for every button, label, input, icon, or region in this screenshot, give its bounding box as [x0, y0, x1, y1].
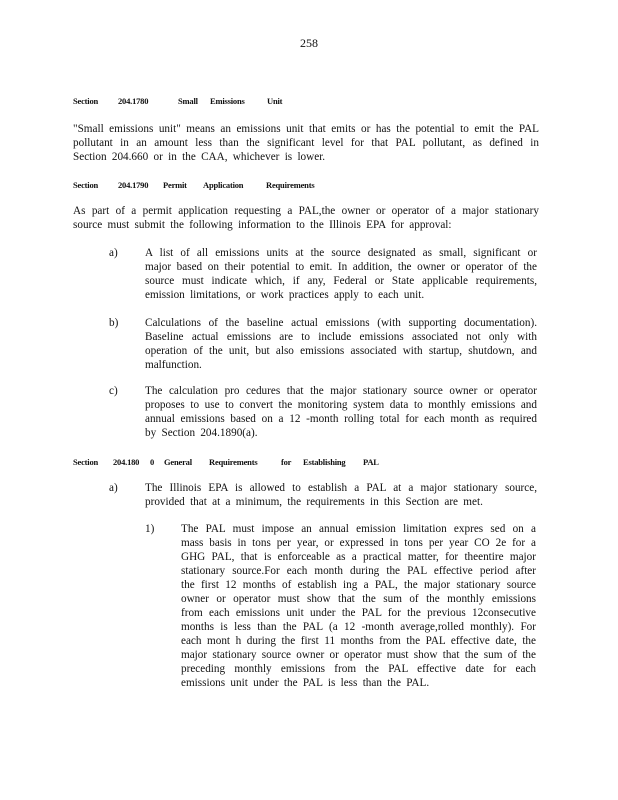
- list-item: The calculation pro cedures that the major stationary source owner or operator proposes to use to convert the monitoring system data to monthly emissions and annual emissions based on a 12 -month rolling total for each month as required by Section 204.1890(a).: [145, 385, 537, 439]
- item-label: c): [109, 385, 118, 397]
- section-heading-1780: [73, 96, 553, 106]
- section-word: Section: [73, 96, 99, 106]
- section-body: As part of a permit application requesting a PAL,the owner or operator of a major stationary source must submit the following information to the Illinois EPA for approval:: [73, 205, 539, 231]
- section-word: Section: [73, 180, 99, 190]
- section-code: 204.180: [113, 457, 140, 467]
- section-heading-1790: [73, 180, 553, 190]
- page-number: 258: [300, 36, 318, 50]
- section-body: "Small emissions unit" means an emissions unit that emits or has the potential to emit the PAL pollutant in an amount less than the significant level for that PAL pollutant, as defined in Section 204.660 or in the CAA, whichever is lower.: [73, 123, 539, 163]
- subitem-label: 1): [145, 523, 155, 535]
- heading-word: Application: [203, 180, 244, 190]
- section-code: 204.1780: [118, 96, 149, 106]
- list-item: The Illinois EPA is allowed to establish a PAL at a major stationary source, provided that at a minimum, the requirements in this Section are met.: [145, 482, 537, 508]
- section-code-suffix: 0: [150, 457, 155, 467]
- item-label: b): [109, 317, 119, 329]
- heading-word: General: [164, 457, 192, 467]
- item-label: a): [109, 247, 118, 259]
- heading-word: Unit: [267, 96, 283, 106]
- item-label: a): [109, 482, 118, 494]
- heading-word: Emissions: [210, 96, 245, 106]
- section-word: Section: [73, 457, 99, 467]
- list-item: Calculations of the baseline actual emissions (with supporting documentation). Baseline actual emissions are to include emissions associated not only with operation of the unit, but also emissions associated with startup, shutdown, and malfunction.: [145, 317, 537, 371]
- list-item: A list of all emissions units at the source designated as small, significant or major based on their potential to emit. In addition, the owner or operator of the source must indicate which, if any, Federal or State applicable requirements, emission limitations, or work practices apply to each unit.: [145, 247, 537, 301]
- heading-word: Establishing: [303, 457, 346, 467]
- heading-word: Requirements: [266, 180, 315, 190]
- heading-word: Permit: [163, 180, 187, 190]
- section-code: 204.1790: [118, 180, 149, 190]
- section-heading-1800: [73, 457, 553, 467]
- heading-word: for: [281, 457, 292, 467]
- subitem: The PAL must impose an annual emission limitation expres sed on a mass basis in tons per year, or expressed in tons per year CO 2e for a GHG PAL, that is enforceable as a practical matter, for theentire major stationary source.For each month during the PAL effective period after the first 12 months of establish ing a PAL, the major stationary source owner or operator must show that the sum of the monthly emissions from each emissions unit under the PAL for the previous 12consecutive months is less than the PAL (a 12 -month average,rolled monthly). For each mont h during the first 11 months from the PAL effective date, the major stationary source owner or operator must show that the sum of the preceding monthly emissions from the PAL effective date for each emissions unit under the PAL is less than the PAL.: [181, 523, 536, 689]
- heading-word: Small: [178, 96, 198, 106]
- heading-word: PAL: [363, 457, 379, 467]
- heading-word: Requirements: [209, 457, 258, 467]
